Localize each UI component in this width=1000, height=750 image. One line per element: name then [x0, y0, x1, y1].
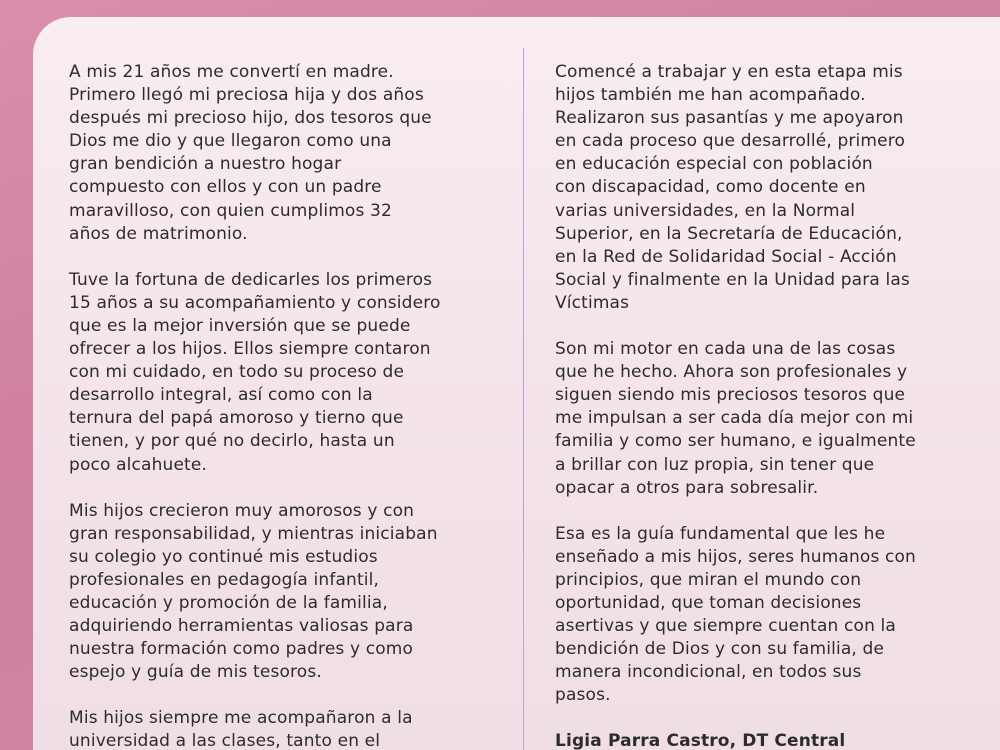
left-column [69, 61, 499, 750]
paragraph: A mis 21 años me convertí en madre. Primero llegó mi preciosa hija y dos años después mi precioso hijo, dos tesoros que Dios me dio y que llegaron como una gran bendición a nuestro hogar compuesto con ellos y con un padre maravilloso, con quien cumplimos 32 años de matrimonio. [69, 62, 432, 244]
author-signature: Ligia Parra Castro, DT Central [555, 731, 846, 750]
paragraph: Tuve la fortuna de dedicarles los primeros 15 años a su acompañamiento y considero que es la mejor inversión que se puede ofrecer a los hijos. Ellos siempre contaron con mi cuidado, en todo su proceso de desarrollo integral, así como con la ternura del papá amoroso y tierno que tienen, y por qué no decirlo, hasta un poco alcahuete. [69, 269, 441, 475]
paragraph: Comencé a trabajar y en esta etapa mis hijos también me han acompañado. Realizaron sus pasantías y me apoyaron en cada proceso que desarrollé, primero en educación especial con población con discapacidad, como docente en varias universidades, en la Normal Superior, en la Secretaría de Educación, en la Red de Solidaridad Social - Acción Social y finalmente en la Unidad para las Víctimas [555, 62, 910, 313]
column-divider [523, 48, 524, 750]
paragraph: Son mi motor en cada una de las cosas que he hecho. Ahora son profesionales y siguen siendo mis preciosos tesoros que me impulsan a ser cada día mejor con mi familia y como ser humano, e igualmente a brillar con luz propia, sin tener que opacar a otros para sobresalir. [555, 339, 916, 498]
paragraph: Mis hijos siempre me acompañaron a la universidad a las clases, tanto en el [69, 708, 413, 750]
paragraph: Mis hijos crecieron muy amorosos y con gran responsabilidad, y mientras iniciaban su colegio yo continué mis estudios profesionales en pedagogía infantil, educación y promoción de la familia, adquiriendo herramientas valiosas para nuestra formación como padres y como espejo y guía de mis tesoros. [69, 500, 438, 683]
right-column [555, 61, 985, 750]
paragraph: Esa es la guía fundamental que les he enseñado a mis hijos, seres humanos con principios, que miran el mundo con oportunidad, que toman decisiones asertivas y que siempre cuentan con la bendición de Dios y con su familia, de manera incondicional, en todos sus pasos. [555, 523, 916, 706]
